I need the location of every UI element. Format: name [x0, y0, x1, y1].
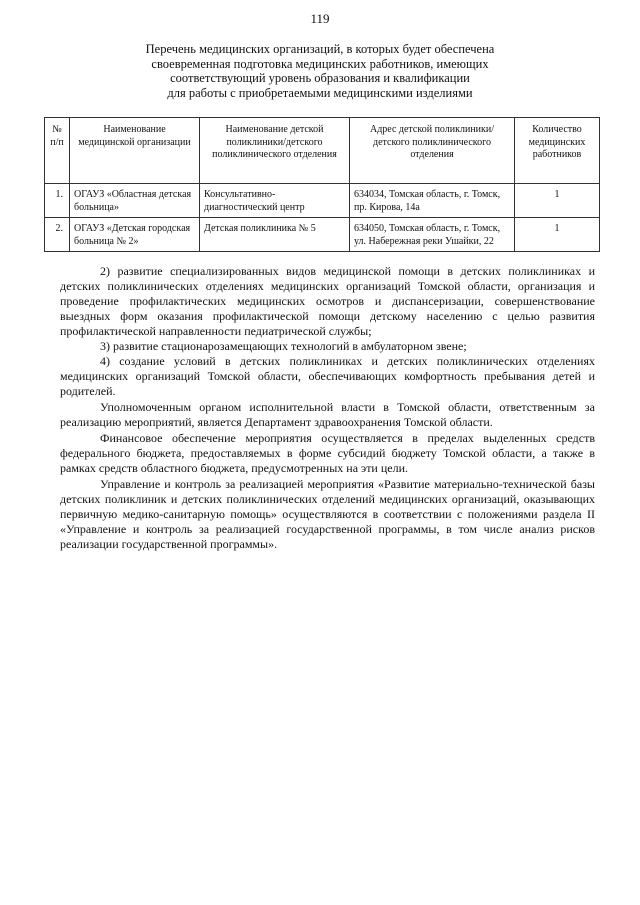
paragraph: Управление и контроль за реализацией мероприятия «Развитие материально-технической базы детских поликлиник и детских поликлинических отделений медицинских организаций, оказывающих первичную медико-санитарную помощь» осуществляются в соответствии с положениями раздела II «Управление и контроль за реализацией государственной программы, в том числе анализ рисков реализации государственной программы». — [60, 477, 595, 551]
cell-count: 1 — [515, 218, 600, 252]
header-num: № п/п — [45, 118, 70, 184]
paragraph: 3) развитие стационарозамещающих технологий в амбулаторном звене; — [100, 339, 467, 353]
header-count: Количество медицинских работников — [515, 118, 600, 184]
table-row — [45, 218, 600, 252]
organizations-table — [44, 117, 600, 252]
document-title — [60, 42, 580, 100]
cell-clinic: Детская поликлиника № 5 — [200, 218, 350, 252]
title-line: своевременная подготовка медицинских работников, имеющих — [151, 56, 489, 71]
paragraph: 4) создание условий в детских поликлиниках и детских поликлинических отделениях медицинских организаций Томской области, обеспечивающих комфортность пребывания детей и родителей. — [60, 354, 595, 398]
cell-address: 634034, Томская область, г. Томск, пр. Кирова, 14а — [350, 184, 515, 218]
cell-address: 634050, Томская область, г. Томск, ул. Набережная реки Ушайки, 22 — [350, 218, 515, 252]
cell-num: 1. — [45, 184, 70, 218]
table-row — [45, 184, 600, 218]
cell-num: 2. — [45, 218, 70, 252]
cell-organization: ОГАУЗ «Областная детская больница» — [70, 184, 200, 218]
cell-count: 1 — [515, 184, 600, 218]
paragraph: Финансовое обеспечение мероприятия осуществляется в пределах выделенных средств федерального бюджета, предоставляемых в форме субсидий бюджету Томской области, а также в рамках средств областного бюджета, предусмотренных на эти цели. — [60, 431, 595, 475]
table-header-row — [45, 118, 600, 184]
page-number: 119 — [310, 11, 330, 26]
paragraph: 2) развитие специализированных видов медицинской помощи в детских поликлиниках и детских поликлинических отделениях медицинских организаций Томской области, организация и проведение профилактических медицинских осмотров и диспансеризации, совершенствование выездных форм оказания профилактической помощи детскому населению с целью развития профилактической направленности педиатрической службы; — [60, 264, 595, 338]
header-address: Адрес детской поликлиники/детского поликлинического отделения — [350, 118, 515, 184]
title-line: Перечень медицинских организаций, в которых будет обеспечена — [145, 42, 495, 56]
paragraph: Уполномоченным органом исполнительной власти в Томской области, ответственным за реализацию мероприятий, является Департамент здравоохранения Томской области. — [60, 400, 595, 429]
body-text — [60, 264, 595, 552]
cell-organization: ОГАУЗ «Детская городская больница № 2» — [70, 218, 200, 252]
header-clinic: Наименование детской поликлиники/детского поликлинического отделения — [200, 118, 350, 184]
header-organization: Наименование медицинской организации — [70, 118, 200, 184]
cell-clinic: Консультативно-диагностический центр — [200, 184, 350, 218]
title-line: соответствующий уровень образования и квалификации — [170, 71, 470, 85]
title-line: для работы с приобретаемыми медицинскими изделиями — [167, 85, 473, 100]
